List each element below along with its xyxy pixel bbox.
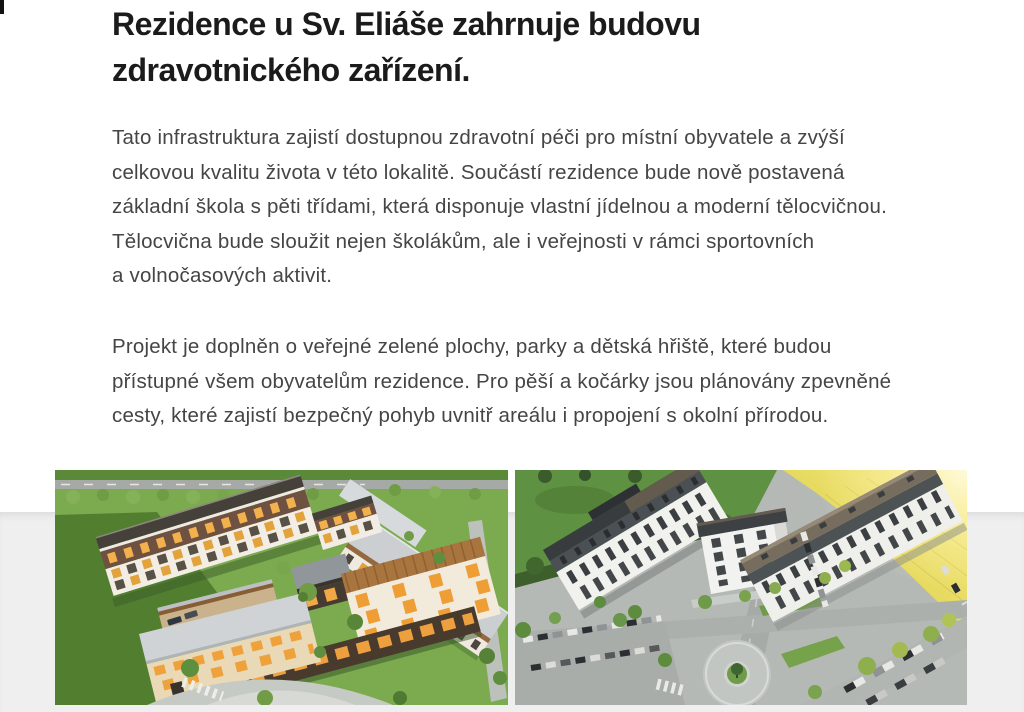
title-line-2: zdravotnického zařízení. (112, 52, 470, 88)
title-line-1: Rezidence u Sv. Eliáše zahrnuje budovu (112, 6, 701, 42)
paragraph-public-spaces (112, 330, 891, 434)
paragraph-line: Tělocvična bude sloužit nejen školákům, ale i veřejnosti v rámci sportovních (112, 229, 815, 253)
aerial-render-graphic (55, 470, 508, 705)
page-title (112, 1, 701, 93)
aerial-render-image (55, 470, 508, 705)
paragraph-line: základní škola s pěti třídami, která disponuje vlastní jídelnou a moderní tělocvičnou. (112, 195, 887, 219)
paragraph-line: celkovou kvalitu života v této lokalitě. Součástí rezidence bude nově postavená (112, 160, 845, 184)
aerial-photo-graphic (515, 470, 967, 705)
paragraph-line: cesty, které zajistí bezpečný pohyb uvnitř areálu i propojení s okolní přírodou. (112, 404, 829, 428)
aerial-photo-image (515, 470, 967, 705)
paragraph-infrastructure (112, 121, 887, 294)
paragraph-line: Projekt je doplněn o veřejné zelené plochy, parky a dětská hřiště, které budou (112, 335, 832, 358)
paragraph-line: Tato infrastruktura zajistí dostupnou zdravotní péči pro místní obyvatele a zvýší (112, 126, 845, 149)
roundabout (703, 640, 771, 705)
paragraph-line: a volnočasových aktivit. (112, 264, 333, 288)
corner-artifact (0, 0, 4, 14)
paragraph-line: přístupné všem obyvatelům rezidence. Pro pěší a kočárky jsou plánovány zpevněné (112, 369, 892, 393)
